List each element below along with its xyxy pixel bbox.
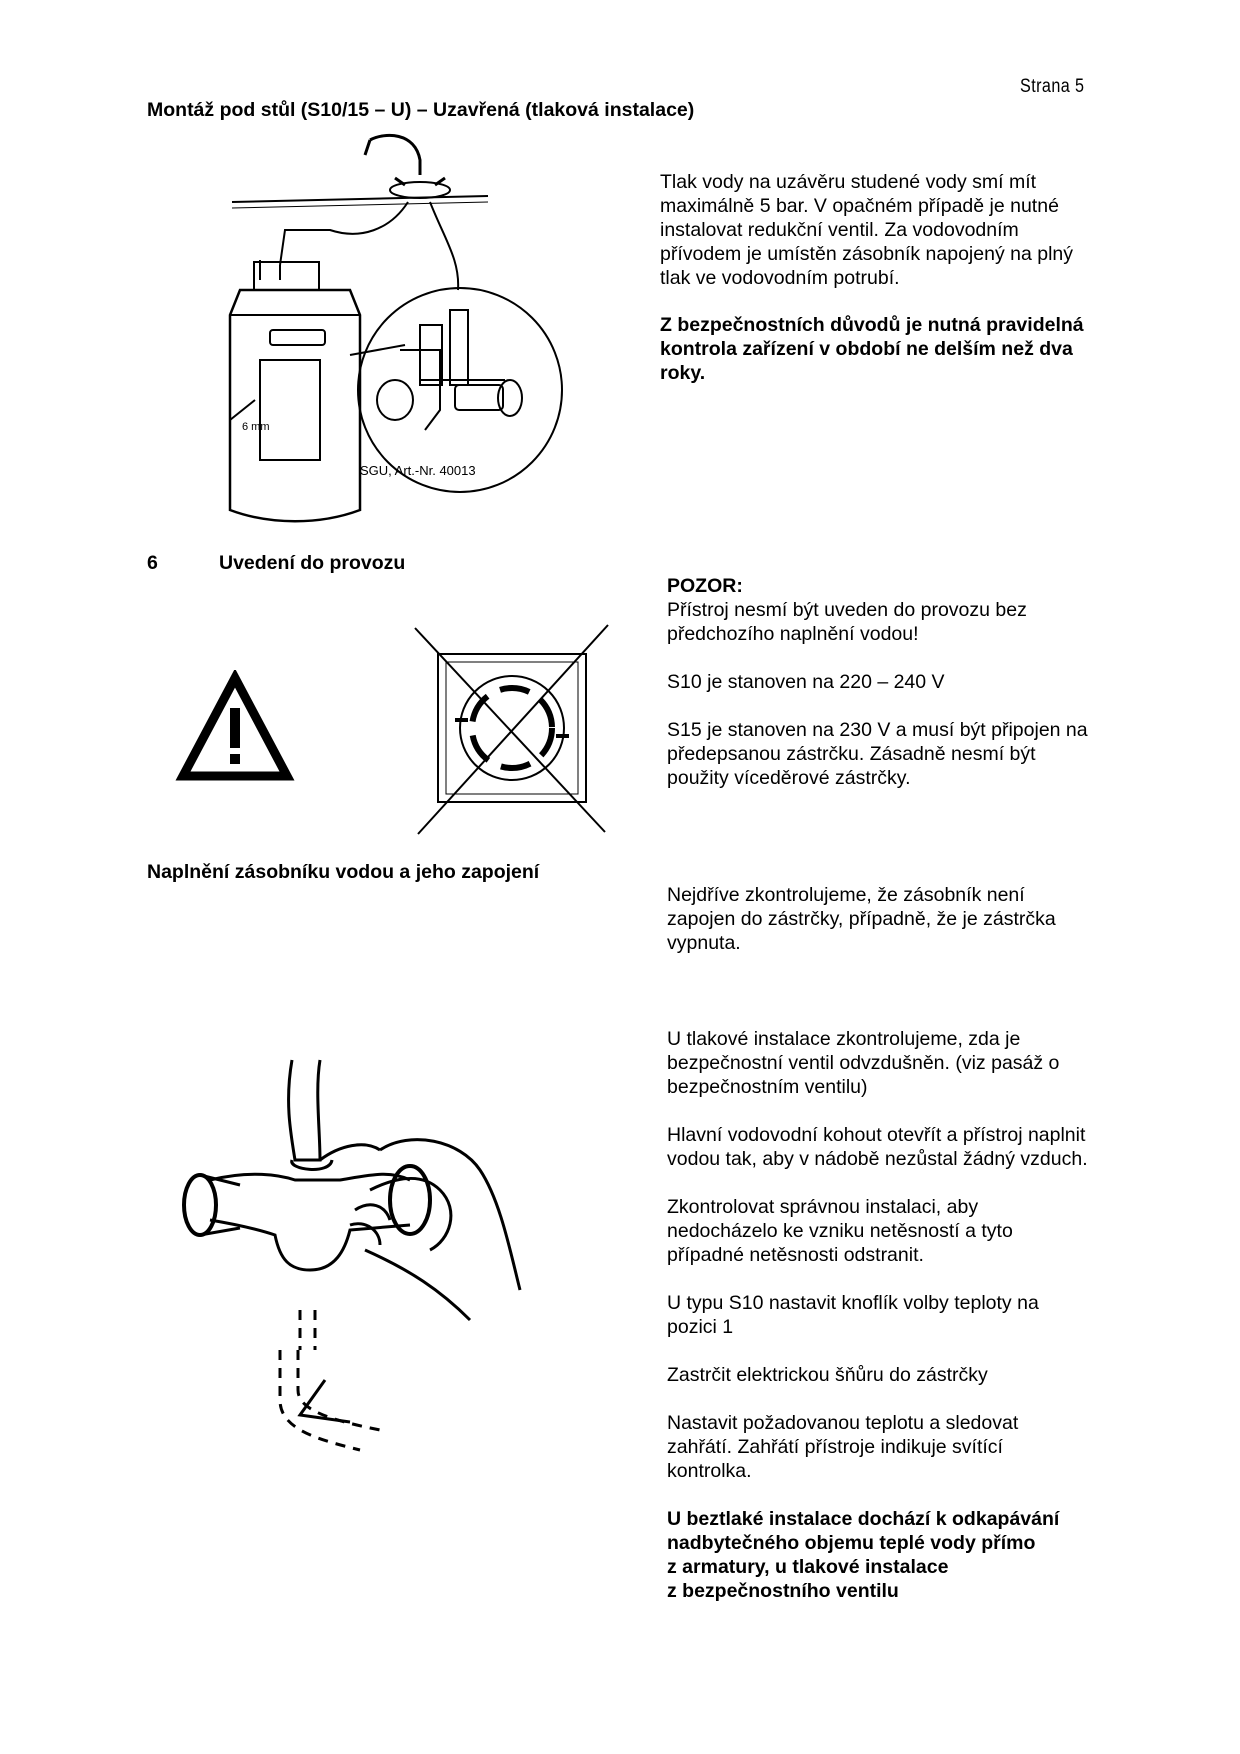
fill-line: kontrolka. — [667, 1460, 752, 1482]
fill-note-line: z bezpečnostního ventilu — [667, 1580, 899, 1602]
warning-block — [667, 574, 1147, 790]
install-line: přívodem je umístěn zásobník napojený na plný — [660, 243, 1073, 265]
warning-title: POZOR: — [667, 575, 743, 597]
safety-check-paragraph — [660, 313, 1140, 385]
fill-line: bezpečnostním ventilu) — [667, 1076, 868, 1098]
section-number: 6 — [147, 552, 158, 574]
fill-line: Zkontrolovat správnou instalaci, aby — [667, 1196, 979, 1218]
fill-note-line: z armatury, u tlakové instalace — [667, 1556, 949, 1578]
fill-line: zahřátí. Zahřátí přístroje indikuje svítící — [667, 1436, 1003, 1458]
dimension-label: 6 mm — [242, 421, 270, 433]
fill-instructions — [667, 1027, 1147, 1603]
fill-line: bezpečnostní ventil odvzdušněn. (viz pasáž o — [667, 1052, 1060, 1074]
fill-paragraph-1 — [667, 883, 1147, 955]
under-sink-installation-figure — [220, 130, 590, 540]
faucet-hand-figure — [180, 1050, 540, 1470]
fill-line: vypnuta. — [667, 932, 741, 954]
s15-line: S15 je stanoven na 230 V a musí být připojen na — [667, 719, 1088, 741]
figure-caption: SGU, Art.-Nr. 40013 — [360, 463, 476, 478]
section-title-filling: Naplnění zásobníku vodou a jeho zapojení — [147, 861, 540, 883]
page-number: Strana 5 — [1020, 76, 1085, 97]
fill-line: Zastrčit elektrickou šňůru do zástrčky — [667, 1364, 988, 1386]
fill-line: případné netěsnosti odstranit. — [667, 1244, 924, 1266]
fill-line: U typu S10 nastavit knoflík volby teploty na — [667, 1292, 1039, 1314]
fill-line: U tlakové instalace zkontrolujeme, zda je — [667, 1028, 1021, 1050]
fill-line: zapojen do zástrčky, případně, že je zástrčka — [667, 908, 1056, 930]
fill-line: Nastavit požadovanou teplotu a sledovat — [667, 1412, 1019, 1434]
warning-line: předchozího naplnění vodou! — [667, 623, 919, 645]
safety-line: kontrola zařízení v období ne delším než dva — [660, 338, 1073, 360]
install-line: Tlak vody na uzávěru studené vody smí mít — [660, 171, 1037, 193]
s15-line: použity víceděrové zástrčky. — [667, 767, 911, 789]
warning-line: Přístroj nesmí být uveden do provozu bez — [667, 599, 1027, 621]
install-line: instalovat redukční ventil. Za vodovodním — [660, 219, 1019, 241]
crossed-out-socket-icon — [410, 620, 620, 840]
fill-note-line: U beztlaké instalace dochází k odkapávání — [667, 1508, 1060, 1530]
install-line: tlak ve vodovodním potrubí. — [660, 267, 900, 289]
install-paragraph — [660, 170, 1130, 290]
section-title-commissioning: Uvedení do provozu — [219, 552, 406, 574]
fill-line: Nejdříve zkontrolujeme, že zásobník není — [667, 884, 1025, 906]
install-line: maximálně 5 bar. V opačném případě je nutné — [660, 195, 1059, 217]
fill-line: pozici 1 — [667, 1316, 734, 1338]
section-title-install: Montáž pod stůl (S10/15 – U) – Uzavřená (tlaková instalace) — [147, 99, 695, 121]
safety-line: roky. — [660, 362, 706, 384]
fill-line: Hlavní vodovodní kohout otevřít a přístroj naplnit — [667, 1124, 1086, 1146]
fill-note-line: nadbytečného objemu teplé vody přímo — [667, 1532, 1036, 1554]
fill-line: vodou tak, aby v nádobě nezůstal žádný vzduch. — [667, 1148, 1088, 1170]
warning-triangle-icon — [175, 670, 295, 785]
s10-voltage: S10 je stanoven na 220 – 240 V — [667, 671, 945, 693]
s15-line: předepsanou zástrčku. Zásadně nesmí být — [667, 743, 1036, 765]
fill-line: nedocházelo ke vzniku netěsností a tyto — [667, 1220, 1013, 1242]
safety-line: Z bezpečnostních důvodů je nutná pravidelná — [660, 314, 1084, 336]
